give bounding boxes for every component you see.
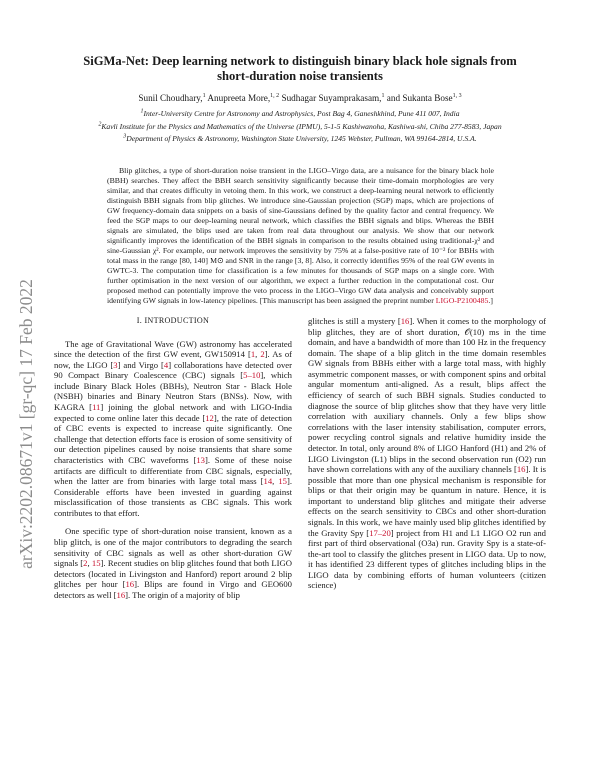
paper-title: SiGMa-Net: Deep learning network to distinguish binary black hole signals from short-duration noise transients (83, 54, 517, 83)
citation-link[interactable]: 17–20 (369, 527, 391, 538)
author: Sunil Choudhary,$^1$ (138, 92, 206, 103)
preprint-number-link[interactable]: LIGO-P2100485 (435, 296, 489, 305)
citation-link[interactable]: 16 (516, 464, 526, 475)
arxiv-identifier-stamp: arXiv:2202.08671v1 [gr-qc] 17 Feb 2022 (16, 279, 36, 569)
affiliation: $^3$Department of Physics & Astronomy, Washington State University, 1245 Webster, Pullman, WA 99164-2814, U.S.A. (123, 133, 477, 144)
citation-link[interactable]: 4 (163, 359, 169, 370)
citation-link[interactable]: 11 (92, 402, 101, 413)
citation-link[interactable]: 1 (250, 349, 256, 360)
citation-link[interactable]: 2 (83, 558, 88, 569)
citation-link[interactable]: 16 (116, 589, 126, 600)
intro-paragraph: One specific type of short-duration noise transient, known as a blip glitch, is one of the major contributors to degrading the search sensitivity of CBC signals as well as other short-duration GW signals [2, 15]. Recent studies on blip glitches found that both LIGO detectors (located in Livingston and Hanford) report around 2 blip glitches per hour [16]. Blips are found in Virgo and GEO600 detectors as well [16]. The origin of a majority of blip (54, 526, 292, 600)
abstract: Blip glitches, a type of short-duration noise transient in the LIGO–Virgo data, are a nuisance for the binary black hole (BBH) searches. They affect the BBH search sensitivity significantly because their time-domain morphologies are very similar, and that creates difficulty in vetoing them. In this work, we construct a deep-learning neural network to efficiently distinguish BBH signals from blip glitches. We introduce sine-Gaussian projection (SGP) maps, which are projections of GW frequency-domain data snippets on a basis of sine-Gaussians defined by the quality factor and central frequency. We feed the SGP maps to our deep-learning neural network, which classifies the BBH signals and blips. Whereas the BBH signals are simulated, the blips used are taken from real data throughout our analysis. We show that our network significantly improves the identification of the BBH signals in comparison to the results obtained using traditional-χ² and sine-Gaussian χ². For example, our network improves the sensitivity by 75% at a false-positive rate of 10⁻² for BBHs with total mass in the range [80, 140] M⊙ and SNR in the range [3, 8]. Also, it correctly identifies 95% of the real GW events in GWTC-3. The computation time for classification is a few minutes for thousands of SGP maps on a single core. With further optimisation in the next version of our algorithm, we expect a further reduction in the computational cost. Our proposed method can potentially improve the veto process in the LIGO–Virgo GW data analysis and conceivably support identifying GW signals in low-latency pipelines. [This manuscript has been assigned the preprint number LIGO-P2100485.] (107, 166, 494, 305)
affiliation: $^2$Kavli Institute for the Physics and Mathematics of the Universe (IPMU), 5-1-5 Kashiwanoha, Kashiwa-shi, Chiba 277-8583, Japan (98, 121, 502, 131)
author: Anupreeta More,$^{1, 2}$ (207, 92, 280, 103)
citation-link[interactable]: 12 (205, 412, 214, 423)
left-column (54, 316, 292, 600)
citation-link[interactable]: 16 (125, 579, 135, 590)
author: and Sukanta Bose$^{1, 3}$ (386, 92, 462, 103)
author-list (70, 92, 530, 104)
right-column (308, 316, 546, 591)
citation-link[interactable]: 13 (196, 454, 205, 465)
affiliations (40, 109, 560, 144)
intro-paragraph: glitches is still a mystery [16]. When it comes to the morphology of blip glitches, they are of short duration, 𝒪(10) ms in the time domain, and have a bandwidth of more than 100 Hz in the frequency domain. The shape of a blip glitch in the time domain resembles GW signals from BBHs either with a large total mass, with highly asymmetric component masses, or with component spins and orbital angular momentum anti-aligned. As a result, blips affect the efficiency of search of such BBH signals. Studies conducted to diagnose the source of blip glitches show that they have very little correlation with auxiliary channels. Only a few blips show correlations with the laser intensity stabilisation, computer errors, power recycling control signals and relative humidity inside the detector. In total, only around 8% of LIGO Hanford (H1) and 2% of LIGO Livingston (L1) blips in the second observation run (O2) run have shown correlations with any of the auxiliary channels [16]. It is possible that more than one physical mechanism is responsible for blips or that their origin may be quantum in nature. Hence, it is important to understand blip glitches and mitigate their adverse effects on the search sensitivity to CBCs and other short-duration signals. In this work, we have mainly used blip glitches identified by the Gravity Spy [17–20] project from H1 and L1 LIGO O2 run and first part of third observational (O3a) run. Gravity Spy is a state-of-the-art tool to classify the glitches present in LIGO data. Up to now, it has identified 23 different types of glitches including blips in the LIGO data by combining efforts of human volunteers (citizen science) (308, 316, 547, 591)
citation-link[interactable]: 3 (113, 359, 118, 370)
section-heading: I. INTRODUCTION (136, 316, 210, 325)
citation-link[interactable]: 2 (260, 349, 265, 360)
citation-link[interactable]: 5–10 (243, 370, 261, 381)
affiliation: $^1$Inter-University Centre for Astronomy and Astrophysics, Post Bag 4, Ganeshkhind, Pune 411 007, India (140, 108, 460, 118)
citation-link[interactable]: 15 (91, 558, 101, 569)
citation-link[interactable]: 15 (278, 476, 287, 487)
citation-link[interactable]: 14 (263, 476, 273, 487)
intro-paragraph: The age of Gravitational Wave (GW) astronomy has accelerated since the detection of the first GW event, GW150914 [1, 2]. As of now, the LIGO [3] and Virgo [4] collaborations have detected over 90 Compact Binary Coalescence (CBC) signals [5–10], which include Binary Black Holes (BBHs), Neutron Star - Black Hole (NSBH) binaries and Binary Neutron Stars (BNSs). Now, with KAGRA [11] joining the global network and with LIGO-India expected to come online later this decade [12], the rate of detection of CBC events is expected to increase quite significantly. One challenge that detection efforts face is erosion of some sensitivity of our detection pipelines caused by noise transients that share some characteristics with CBC waveforms [13]. Some of these noise artifacts are difficult to differentiate from CBC signals, especially, when the latter are from binaries with large total mass [14, 15]. Considerable efforts have been invested in guarding against misclassification of those transients as CBC signals. This work contributes to that effort. (54, 338, 293, 518)
author: Sudhagar Suyamprakasam,$^1$ (281, 92, 385, 103)
citation-link[interactable]: 16 (400, 316, 410, 326)
